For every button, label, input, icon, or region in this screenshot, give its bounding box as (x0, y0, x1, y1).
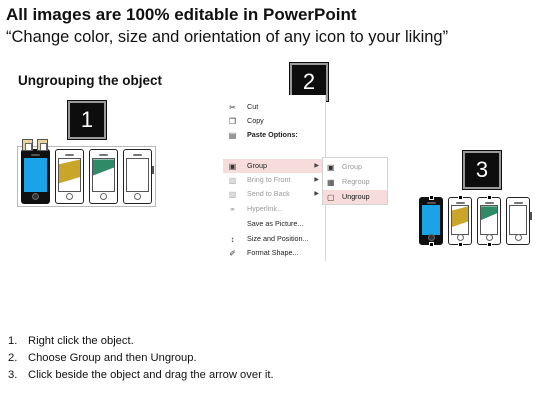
phone-speaker (485, 202, 494, 204)
menu-item-hyperlink (223, 202, 326, 216)
phone-screen (126, 158, 149, 192)
phone-icon[interactable] (89, 149, 118, 204)
phone-speaker (65, 154, 74, 156)
phone-icon[interactable] (419, 197, 443, 245)
selection-handle[interactable] (458, 195, 463, 200)
menu-item-label: Size and Position... (247, 234, 309, 243)
menu-item-label: Copy (247, 116, 264, 125)
phone-home-button (32, 193, 39, 200)
menu-item-label: Hyperlink... (247, 204, 283, 213)
phone-speaker (31, 154, 40, 156)
section-title: Ungrouping the object (18, 73, 162, 88)
phone-icon[interactable] (506, 197, 530, 245)
bring-to-front-icon: ▧ (228, 176, 237, 185)
step-item (8, 367, 274, 384)
step-text: Right click the object. (28, 335, 134, 347)
selection-handle[interactable] (487, 195, 492, 200)
menu-item-size-and-position[interactable] (223, 232, 326, 246)
phone-screen (509, 205, 527, 234)
screen-color-fill (452, 206, 468, 233)
phone-home-button (457, 234, 464, 241)
instruction-steps (8, 333, 274, 384)
slide-subtitle: “Change color, size and orientation of any icon to your liking” (6, 28, 449, 46)
phone-home-button (66, 193, 73, 200)
step-text: Choose Group and then Ungroup. (28, 352, 197, 364)
submenu-item-label: Ungroup (342, 192, 370, 201)
phone-screen (92, 158, 115, 192)
ungrouped-phone-icons[interactable] (419, 197, 530, 245)
phone-home-button (486, 234, 493, 241)
save-as-picture-icon (228, 220, 237, 229)
phone-speaker (133, 154, 142, 156)
scissors-icon: ✂ (229, 103, 236, 112)
phone-side-button (530, 212, 532, 220)
step-badge-3: 3 (463, 151, 501, 189)
grouped-phone-icons[interactable] (17, 146, 156, 207)
step-number: 3. (8, 369, 18, 381)
menu-item-label: Paste Options: (247, 130, 298, 139)
phone-screen (58, 158, 81, 192)
menu-item-label: Bring to Front (247, 175, 291, 184)
phone-icon[interactable] (21, 149, 50, 204)
hyperlink-icon: ⚭ (229, 205, 236, 214)
menu-item-format-shape[interactable] (223, 246, 326, 260)
menu-item-send-to-back (223, 187, 326, 201)
menu-item-save-as-picture[interactable] (223, 217, 326, 231)
send-to-back-icon: ▨ (228, 190, 237, 199)
menu-item-group[interactable] (223, 159, 326, 173)
menu-item-label: Group (247, 161, 267, 170)
phone-speaker (99, 154, 108, 156)
phone-icon[interactable] (55, 149, 84, 204)
screen-color-fill (481, 206, 497, 233)
menu-item-paste-options[interactable] (223, 128, 326, 142)
group-submenu (322, 157, 388, 205)
phone-speaker (514, 202, 523, 204)
step-number: 1. (8, 335, 18, 347)
copy-icon: ❐ (228, 117, 237, 126)
ungroup-icon: ▢ (327, 193, 335, 202)
context-menu (223, 95, 326, 261)
phone-screen (480, 205, 498, 234)
screen-color-fill (59, 159, 80, 191)
phone-home-button (134, 193, 141, 200)
phone-screen (24, 158, 47, 192)
selection-handle[interactable] (429, 195, 434, 200)
submenu-item-ungroup[interactable] (323, 190, 387, 204)
phone-screen (422, 205, 440, 234)
step-number: 2. (8, 352, 18, 364)
phone-speaker (427, 202, 436, 204)
step-item (8, 350, 274, 367)
phone-icon[interactable] (477, 197, 501, 245)
paste-picture-icon[interactable] (37, 139, 48, 151)
submenu-arrow-icon: ▶ (314, 177, 319, 183)
menu-item-label: Format Shape... (247, 248, 299, 257)
submenu-item-group (323, 160, 387, 174)
selection-handle[interactable] (429, 242, 434, 247)
menu-item-label: Send to Back (247, 189, 290, 198)
submenu-item-label: Regroup (342, 177, 370, 186)
selection-handle[interactable] (458, 242, 463, 247)
regroup-icon: ▦ (327, 178, 335, 187)
paste-keep-formatting-icon[interactable] (22, 139, 33, 151)
phone-icon[interactable] (448, 197, 472, 245)
size-and-position-icon: ↕ (230, 235, 235, 244)
selection-handle[interactable] (487, 242, 492, 247)
step-text: Click beside the object and drag the arrow over it. (28, 369, 274, 381)
phone-screen (451, 205, 469, 234)
step-badge-1: 1 (68, 101, 106, 139)
phone-speaker (456, 202, 465, 204)
phone-home-button (515, 234, 522, 241)
menu-item-bring-to-front (223, 173, 326, 187)
submenu-arrow-icon: ▶ (314, 191, 319, 197)
paste-options-row (22, 139, 48, 151)
slide-title: All images are 100% editable in PowerPoint (6, 5, 357, 24)
menu-item-copy[interactable] (223, 114, 326, 128)
menu-item-label: Save as Picture... (247, 219, 304, 228)
submenu-item-label: Group (342, 162, 362, 171)
phone-side-button (152, 166, 154, 174)
step-badge-2: 2 (290, 63, 328, 101)
screen-color-fill (93, 159, 114, 191)
phone-home-button (428, 234, 435, 241)
step-item (8, 333, 274, 350)
group-icon: ▣ (327, 163, 335, 172)
submenu-arrow-icon: ▶ (314, 163, 319, 169)
menu-item-label: Cut (247, 102, 259, 111)
format-shape-icon: ✐ (229, 249, 236, 258)
phone-home-button (100, 193, 107, 200)
group-icon: ▣ (228, 162, 237, 171)
submenu-item-regroup (323, 175, 387, 189)
phone-icon[interactable] (123, 149, 152, 204)
menu-item-cut[interactable] (223, 100, 326, 114)
paste-options-icon: ▤ (228, 131, 237, 140)
